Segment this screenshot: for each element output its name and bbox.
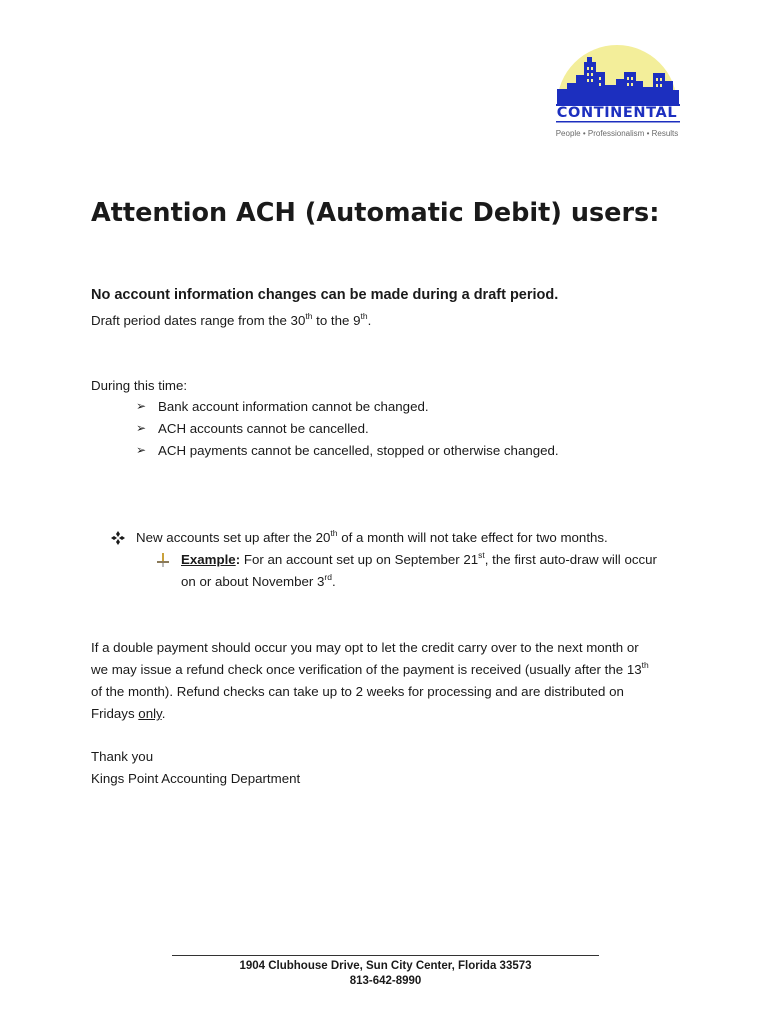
double-payment-line-1: If a double payment should occur you may opt to let the credit carry over to the next month or: [91, 640, 639, 655]
example-line-1: Example: For an account set up on September 21st, the first auto-draw will occur: [181, 549, 657, 567]
page-title: Attention ACH (Automatic Debit) users:: [91, 198, 660, 228]
closing-department: Kings Point Accounting Department: [91, 771, 301, 786]
diamond-bullet-icon: [111, 531, 125, 545]
logo-tagline: People • Professionalism • Results: [555, 129, 679, 138]
restriction-item: ACH accounts cannot be cancelled.: [158, 421, 369, 436]
footer-divider: [172, 955, 599, 956]
double-payment-line-2: we may issue a refund check once verification of the payment is received (usually after the 13th: [91, 659, 649, 677]
subheading: No account information changes can be made during a draft period.: [91, 287, 559, 303]
restriction-item: Bank account information cannot be changed.: [158, 399, 429, 414]
pushpin-bullet-icon: [155, 553, 171, 567]
during-label: During this time:: [91, 378, 188, 393]
footer-phone: 813-642-8990: [349, 975, 422, 987]
double-payment-line-4: Fridays only.: [91, 706, 166, 721]
new-accounts-text: New accounts set up after the 20th of a month will not take effect for two months.: [136, 527, 608, 545]
double-payment-line-3: of the month). Refund checks can take up to 2 weeks for processing and are distributed on: [91, 684, 624, 699]
arrow-bullet-icon: ➢: [136, 421, 147, 435]
logo-wordmark: CONTINENTAL: [556, 105, 678, 121]
example-line-2: on or about November 3rd.: [181, 571, 336, 589]
closing-thanks: Thank you: [91, 749, 154, 764]
footer-address: 1904 Clubhouse Drive, Sun City Center, Florida 33573: [239, 960, 532, 972]
draft-period-text: Draft period dates range from the 30th to the 9th.: [91, 310, 372, 328]
arrow-bullet-icon: ➢: [136, 443, 147, 457]
arrow-bullet-icon: ➢: [136, 399, 147, 413]
restriction-item: ACH payments cannot be cancelled, stopped or otherwise changed.: [158, 443, 559, 458]
